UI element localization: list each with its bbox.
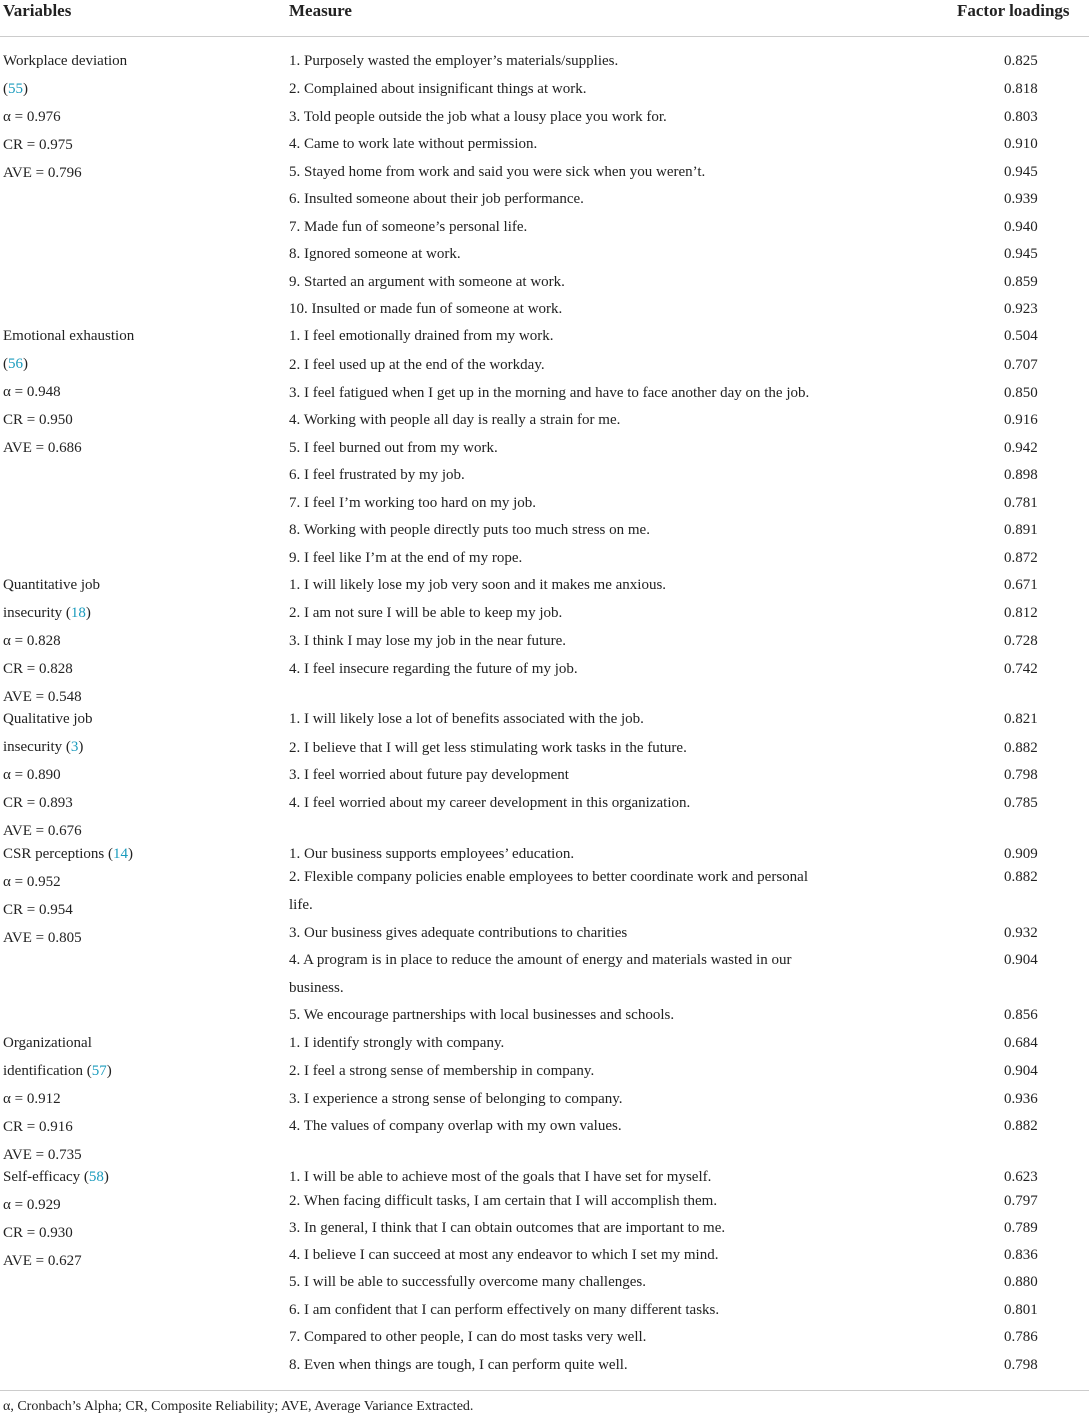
- table-footnote: α, Cronbach’s Alpha; CR, Composite Reliability; AVE, Average Variance Extracted.: [3, 1399, 474, 1414]
- variable-text: α = 0.890: [3, 767, 61, 783]
- variable-line: [3, 930, 82, 947]
- measure-item: 2. Flexible company policies enable employees to better coordinate work and personal: [289, 869, 809, 885]
- header-rule: [0, 36, 1089, 37]
- variable-text: (: [3, 81, 8, 97]
- variable-text: α = 0.929: [3, 1197, 61, 1213]
- factor-loading: 0.504: [1004, 328, 1038, 344]
- measure-item: 2. When facing difficult tasks, I am certain that I will accomplish them.: [289, 1193, 718, 1209]
- measure-item: 8. Ignored someone at work.: [289, 246, 461, 262]
- variable-text: ): [78, 739, 84, 755]
- measure-item: 9. Started an argument with someone at work.: [289, 274, 565, 290]
- measure-item: 8. Working with people directly puts too much stress on me.: [289, 522, 650, 538]
- factor-loading: 0.623: [1004, 1169, 1038, 1185]
- measure-item: 3. I feel worried about future pay development: [289, 767, 569, 783]
- factor-loading: 0.825: [1004, 53, 1038, 69]
- factor-loading: 0.836: [1004, 1247, 1038, 1263]
- factor-loading: 0.882: [1004, 740, 1038, 756]
- measure-item: 4. I believe I can succeed at most any endeavor to which I set my mind.: [289, 1247, 719, 1263]
- measure-item: 2. I feel a strong sense of membership in company.: [289, 1063, 595, 1079]
- measure-item: 6. I am confident that I can perform effectively on many different tasks.: [289, 1302, 720, 1318]
- variable-text: ): [103, 1169, 109, 1185]
- factor-loading: 0.818: [1004, 81, 1038, 97]
- measure-item: 7. I feel I’m working too hard on my job.: [289, 495, 537, 511]
- factor-loading: 0.882: [1004, 869, 1038, 885]
- factor-loading: 0.821: [1004, 711, 1038, 727]
- factor-loading: 0.798: [1004, 1357, 1038, 1373]
- variable-text: α = 0.912: [3, 1091, 61, 1107]
- variable-text: CR = 0.930: [3, 1225, 73, 1241]
- measure-item: 4. I feel worried about my career development in this organization.: [289, 795, 691, 811]
- measure-item: 3. Told people outside the job what a lousy place you work for.: [289, 109, 667, 125]
- measure-item: 1. Purposely wasted the employer’s materials/supplies.: [289, 53, 619, 69]
- measure-item: 5. Stayed home from work and said you were sick when you weren’t.: [289, 164, 706, 180]
- factor-loading: 0.880: [1004, 1274, 1038, 1290]
- variable-text: ): [106, 1063, 112, 1079]
- variable-text: ): [85, 605, 91, 621]
- variable-text: CR = 0.950: [3, 412, 73, 428]
- variable-text: Workplace deviation: [3, 53, 128, 69]
- variable-line: [3, 1253, 82, 1270]
- variable-text: insecurity (: [3, 739, 71, 755]
- variable-line: [3, 767, 61, 784]
- measure-item: 5. I will be able to successfully overcome many challenges.: [289, 1274, 646, 1290]
- variable-text: CR = 0.893: [3, 795, 73, 811]
- factor-loading: 0.904: [1004, 1063, 1038, 1079]
- measure-item: 5. We encourage partnerships with local businesses and schools.: [289, 1007, 675, 1023]
- factor-loading: 0.684: [1004, 1035, 1038, 1051]
- factor-loading: 0.882: [1004, 1118, 1038, 1134]
- measure-item: 4. I feel insecure regarding the future of my job.: [289, 661, 578, 677]
- variable-line: [3, 795, 73, 812]
- variable-line: [3, 412, 73, 429]
- factor-loading: 0.939: [1004, 191, 1038, 207]
- measure-item: 4. The values of company overlap with my own values.: [289, 1118, 622, 1134]
- factor-loading: 0.789: [1004, 1220, 1038, 1236]
- factor-loading: 0.891: [1004, 522, 1038, 538]
- table-header: [0, 0, 1089, 38]
- variable-text: Emotional exhaustion: [3, 328, 135, 344]
- measure-item: 2. I feel used up at the end of the workday.: [289, 357, 545, 373]
- variable-line: [3, 356, 28, 373]
- variable-text: Qualitative job: [3, 711, 93, 727]
- measure-item: 1. I identify strongly with company.: [289, 1035, 505, 1051]
- factor-loading: 0.801: [1004, 1302, 1038, 1318]
- factor-loading: 0.671: [1004, 577, 1038, 593]
- measure-item: 1. I will be able to achieve most of the goals that I have set for myself.: [289, 1169, 712, 1185]
- variable-line: [3, 902, 73, 919]
- header-measure: Measure: [289, 1, 352, 20]
- variable-text: α = 0.828: [3, 633, 61, 649]
- measure-item: 10. Insulted or made fun of someone at work.: [289, 301, 563, 317]
- variable-text: AVE = 0.796: [3, 165, 82, 181]
- variable-line: [3, 53, 127, 70]
- variable-line: [3, 440, 82, 457]
- factor-loading: 0.798: [1004, 767, 1038, 783]
- variable-text: CR = 0.916: [3, 1119, 73, 1135]
- measure-item: 2. I believe that I will get less stimulating work tasks in the future.: [289, 740, 687, 756]
- factor-loading: 0.942: [1004, 440, 1038, 456]
- citation-link[interactable]: 3: [70, 739, 79, 755]
- factor-loading: 0.910: [1004, 136, 1038, 152]
- variable-text: Organizational: [3, 1035, 92, 1051]
- measure-item: 3. I feel fatigued when I get up in the morning and have to face another day on the job.: [289, 385, 810, 401]
- variable-line: [3, 1119, 73, 1136]
- factor-loading: 0.812: [1004, 605, 1038, 621]
- factor-loading: 0.742: [1004, 661, 1038, 677]
- citation-link[interactable]: 55: [8, 81, 23, 97]
- factor-loading: 0.850: [1004, 385, 1038, 401]
- measure-item: 3. In general, I think that I can obtain outcomes that are important to me.: [289, 1220, 726, 1236]
- factor-loading: 0.803: [1004, 109, 1038, 125]
- measure-item: 1. I will likely lose my job very soon and it makes me anxious.: [289, 577, 667, 593]
- factor-loading: 0.859: [1004, 274, 1038, 290]
- citation-link[interactable]: 56: [8, 356, 23, 372]
- variable-text: α = 0.948: [3, 384, 61, 400]
- variable-line: [3, 328, 134, 345]
- variable-line: [3, 577, 100, 594]
- footer-rule: [0, 1390, 1089, 1391]
- variable-text: CR = 0.828: [3, 661, 73, 677]
- factor-loading: 0.936: [1004, 1091, 1038, 1107]
- factor-loading: 0.945: [1004, 246, 1038, 262]
- variable-line: [3, 846, 133, 863]
- factor-loading: 0.923: [1004, 301, 1038, 317]
- measure-item-continuation: life.: [289, 897, 313, 913]
- variable-line: [3, 1169, 109, 1186]
- measure-item: 3. I think I may lose my job in the near future.: [289, 633, 567, 649]
- factor-loading: 0.728: [1004, 633, 1038, 649]
- header-variables: Variables: [3, 1, 72, 20]
- variable-text: AVE = 0.676: [3, 823, 82, 839]
- factor-loading: 0.904: [1004, 952, 1038, 968]
- variable-line: [3, 605, 91, 622]
- factor-loading: 0.945: [1004, 164, 1038, 180]
- variable-line: [3, 1035, 92, 1052]
- variable-text: CR = 0.975: [3, 137, 73, 153]
- variable-text: AVE = 0.548: [3, 689, 82, 705]
- measure-item: 4. A program is in place to reduce the amount of energy and materials wasted in our: [289, 952, 792, 968]
- citation-link[interactable]: 58: [88, 1169, 104, 1185]
- variable-text: Quantitative job: [3, 577, 101, 593]
- measure-item: 9. I feel like I’m at the end of my rope.: [289, 550, 523, 566]
- variable-text: α = 0.952: [3, 874, 61, 890]
- factor-loading: 0.916: [1004, 412, 1038, 428]
- factor-loading: 0.785: [1004, 795, 1038, 811]
- variable-line: [3, 1225, 73, 1242]
- measure-item: 1. I will likely lose a lot of benefits associated with the job.: [289, 711, 644, 727]
- factor-loading: 0.707: [1004, 357, 1038, 373]
- variable-text: Self-efficacy (: [3, 1169, 89, 1185]
- citation-link[interactable]: 18: [70, 605, 86, 621]
- measure-item-continuation: business.: [289, 980, 344, 996]
- factor-loading: 0.909: [1004, 846, 1038, 862]
- variable-text: AVE = 0.805: [3, 930, 82, 946]
- measure-item: 4. Working with people all day is really a strain for me.: [289, 412, 621, 428]
- variable-line: [3, 689, 82, 706]
- variable-text: ): [128, 846, 133, 862]
- variable-text: ): [23, 81, 28, 97]
- variable-text: CSR perceptions (: [3, 846, 113, 862]
- factor-loading: 0.856: [1004, 1007, 1038, 1023]
- variable-line: [3, 874, 61, 891]
- citation-link[interactable]: 57: [91, 1063, 107, 1079]
- factor-loading: 0.932: [1004, 925, 1038, 941]
- header-factor-loadings: Factor loadings: [957, 1, 1070, 20]
- measure-item: 5. I feel burned out from my work.: [289, 440, 498, 456]
- measure-item: 2. I am not sure I will be able to keep my job.: [289, 605, 563, 621]
- measure-item: 8. Even when things are tough, I can perform quite well.: [289, 1357, 628, 1373]
- variable-line: [3, 1197, 61, 1214]
- measure-item: 1. I feel emotionally drained from my work.: [289, 328, 554, 344]
- factor-loading: 0.898: [1004, 467, 1038, 483]
- variable-text: α = 0.976: [3, 109, 61, 125]
- variable-text: AVE = 0.686: [3, 440, 82, 456]
- variable-line: [3, 661, 73, 678]
- variable-line: [3, 1091, 61, 1108]
- variable-line: [3, 739, 83, 756]
- variable-line: [3, 823, 82, 840]
- measure-item: 6. Insulted someone about their job performance.: [289, 191, 584, 207]
- measure-item: 6. I feel frustrated by my job.: [289, 467, 465, 483]
- variable-text: insecurity (: [3, 605, 71, 621]
- measure-item: 3. I experience a strong sense of belonging to company.: [289, 1091, 623, 1107]
- measure-item: 3. Our business gives adequate contributions to charities: [289, 925, 628, 941]
- factor-loading: 0.940: [1004, 219, 1038, 235]
- variable-line: [3, 81, 28, 98]
- variable-line: [3, 165, 82, 182]
- variable-text: CR = 0.954: [3, 902, 73, 918]
- variable-text: identification (: [3, 1063, 92, 1079]
- variable-line: [3, 137, 73, 154]
- variable-line: [3, 384, 61, 401]
- factor-loading: 0.872: [1004, 550, 1038, 566]
- factor-loading: 0.797: [1004, 1193, 1038, 1209]
- variable-text: AVE = 0.735: [3, 1147, 82, 1163]
- measure-item: 1. Our business supports employees’ education.: [289, 846, 575, 862]
- measure-item: 7. Compared to other people, I can do most tasks very well.: [289, 1329, 647, 1345]
- variable-line: [3, 1147, 82, 1164]
- factor-loading: 0.781: [1004, 495, 1038, 511]
- variable-text: ): [23, 356, 28, 372]
- variable-text: AVE = 0.627: [3, 1253, 82, 1269]
- variable-line: [3, 1063, 112, 1080]
- variable-line: [3, 109, 61, 126]
- measure-item: 4. Came to work late without permission.: [289, 136, 538, 152]
- factor-loading: 0.786: [1004, 1329, 1038, 1345]
- variable-text: (: [3, 356, 8, 372]
- measure-item: 2. Complained about insignificant things at work.: [289, 81, 587, 97]
- measure-item: 7. Made fun of someone’s personal life.: [289, 219, 528, 235]
- variable-line: [3, 711, 93, 728]
- citation-link[interactable]: 14: [113, 846, 128, 862]
- variable-line: [3, 633, 61, 650]
